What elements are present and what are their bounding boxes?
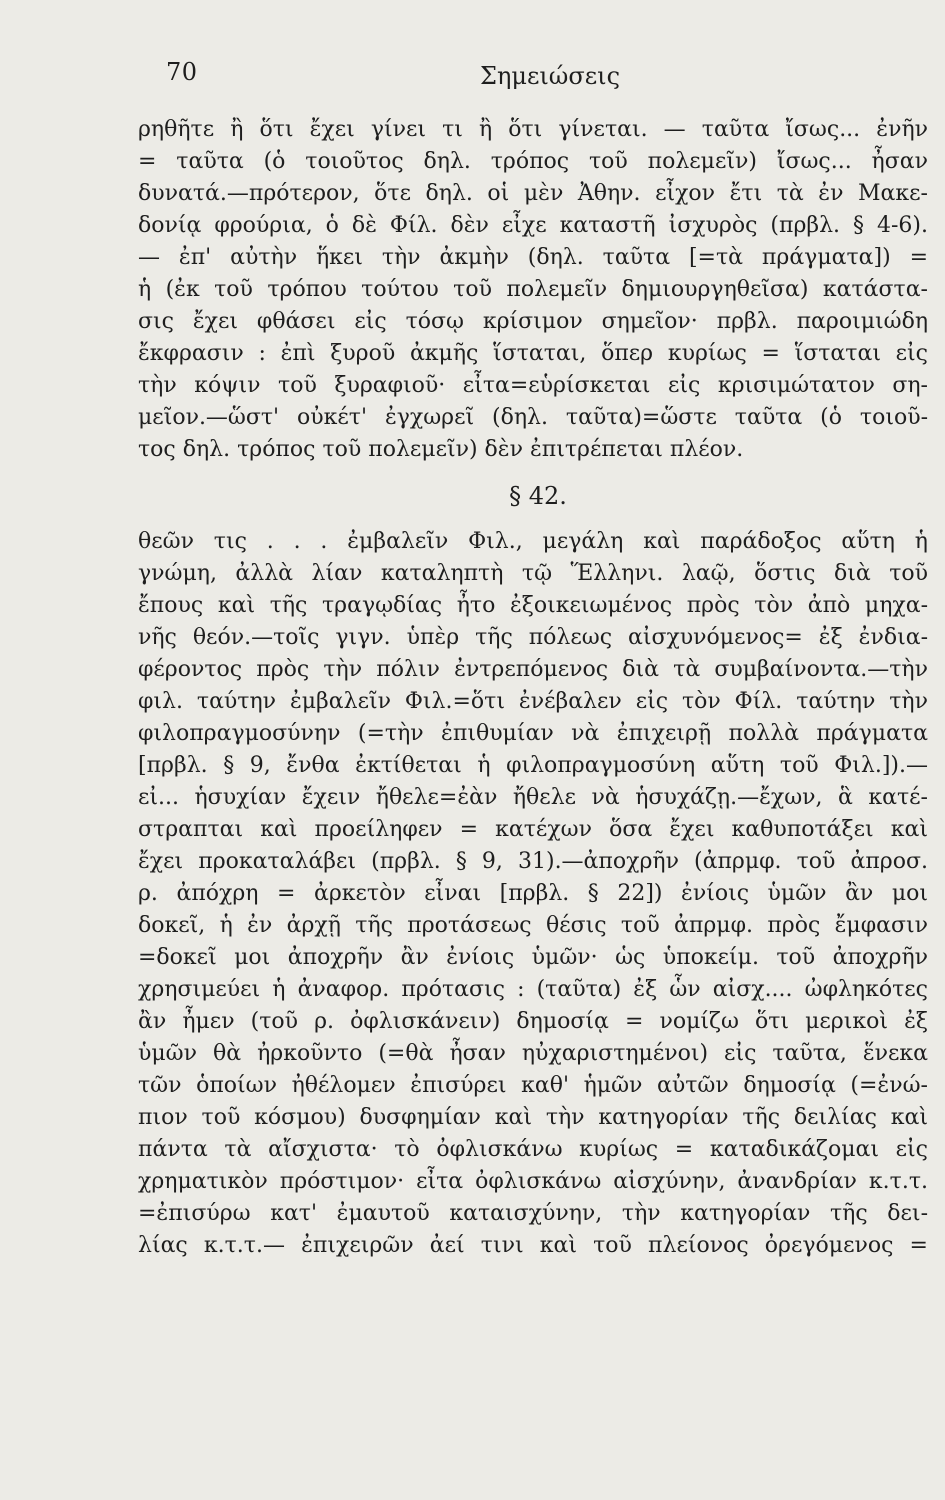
text-line: δυνατά.—πρότερον, ὅτε δηλ. οἱ μὲν Ἀθην. εἶχον ἔτι τὰ ἐν Μακε- bbox=[138, 181, 928, 206]
text-line: = ταῦτα (ὁ τοιοῦτος δηλ. τρόπος τοῦ πολεμεῖν) ἴσως... ἦσαν bbox=[138, 149, 928, 174]
section-heading: § 42. bbox=[509, 482, 567, 510]
running-title: Σημειώσεις bbox=[480, 62, 621, 90]
text-line: ἔπους καὶ τῆς τραγῳδίας ἦτο ἐξοικειωμένος πρὸς τὸν ἀπὸ μηχα- bbox=[138, 593, 928, 618]
text-line: πιον τοῦ κόσμου) δυσφημίαν καὶ τὴν κατηγορίαν τῆς δειλίας καὶ bbox=[138, 1105, 928, 1130]
text-line: ἔχει προκαταλάβει (πρβλ. § 9, 31).—ἀποχρῆν (ἀπρμφ. τοῦ ἀπροσ. bbox=[138, 849, 928, 874]
paragraph-section-42 bbox=[138, 526, 928, 1262]
text-line: ὑμῶν θὰ ἠρκοῦντο (=θὰ ἦσαν ηὐχαριστημένοι) εἰς ταῦτα, ἕνεκα bbox=[138, 1041, 928, 1066]
text-line: ἂν ἦμεν (τοῦ ρ. ὀφλισκάνειν) δημοσίᾳ = νομίζω ὅτι μερικοὶ ἐξ bbox=[138, 1009, 928, 1034]
text-line: γνώμη, ἀλλὰ λίαν καταληπτὴ τῷ Ἕλληνι. λαῷ, ὅστις διὰ τοῦ bbox=[138, 561, 928, 586]
text-line: [πρβλ. § 9, ἔνθα ἐκτίθεται ἡ φιλοπραγμοσύνη αὕτη τοῦ Φιλ.]).— bbox=[138, 753, 928, 778]
notes-body bbox=[138, 114, 928, 1262]
text-line: φέροντος πρὸς τὴν πόλιν ἐντρεπόμενος διὰ τὰ συμβαίνοντα.—τὴν bbox=[138, 657, 928, 682]
text-line: χρησιμεύει ἡ ἀναφορ. πρότασις : (ταῦτα) ἐξ ὧν αἰσχ.... ὠφληκότες bbox=[138, 977, 928, 1002]
text-line: θεῶν τις . . . ἐμβαλεῖν Φιλ., μεγάλη καὶ παράδοξος αὕτη ἡ bbox=[138, 529, 928, 554]
text-line: μεῖον.—ὥστ' οὐκέτ' ἐγχωρεῖ (δηλ. ταῦτα)=ὥστε ταῦτα (ὁ τοιοῦ- bbox=[138, 405, 928, 430]
text-line: — ἐπ' αὐτὴν ἥκει τὴν ἀκμὴν (δηλ. ταῦτα [=τὰ πράγματα]) = bbox=[138, 245, 928, 270]
text-line: πάντα τὰ αἴσχιστα· τὸ ὀφλισκάνω κυρίως = καταδικάζομαι εἰς bbox=[138, 1137, 928, 1162]
text-line: χρηματικὸν πρόστιμον· εἶτα ὀφλισκάνω αἰσχύνην, ἀνανδρίαν κ.τ.τ. bbox=[138, 1169, 928, 1194]
text-line: τὴν κόψιν τοῦ ξυραφιοῦ· εἶτα=εὑρίσκεται εἰς κρισιμώτατον ση- bbox=[138, 373, 928, 398]
text-line: εἰ... ἡσυχίαν ἔχειν ἤθελε=ἐὰν ἤθελε νὰ ἡσυχάζῃ.—ἔχων, ἃ κατέ- bbox=[138, 785, 928, 810]
page-number: 70 bbox=[166, 58, 198, 86]
text-line: νῆς θεόν.—τοῖς γιγν. ὑπὲρ τῆς πόλεως αἰσχυνόμενος= ἐξ ἐνδια- bbox=[138, 625, 928, 650]
text-line: ρ. ἀπόχρη = ἀρκετὸν εἶναι [πρβλ. § 22]) ἐνίοις ὑμῶν ἂν μοι bbox=[138, 881, 928, 906]
text-line: ἡ (ἐκ τοῦ τρόπου τούτου τοῦ πολεμεῖν δημιουργηθεῖσα) κατάστα- bbox=[138, 277, 928, 302]
page-header bbox=[166, 58, 926, 98]
text-line: φιλ. ταύτην ἐμβαλεῖν Φιλ.=ὅτι ἐνέβαλεν εἰς τὸν Φίλ. ταύτην τὴν bbox=[138, 689, 928, 714]
text-line: τῶν ὁποίων ἠθέλομεν ἐπισύρει καθ' ἡμῶν αὐτῶν δημοσίᾳ (=ἐνώ- bbox=[138, 1073, 928, 1098]
text-line: τος δηλ. τρόπος τοῦ πολεμεῖν) δὲν ἐπιτρέπεται πλέον. bbox=[138, 437, 744, 462]
text-line: ἔκφρασιν : ἐπὶ ξυροῦ ἀκμῆς ἵσταται, ὅπερ κυρίως = ἵσταται εἰς bbox=[138, 341, 928, 366]
text-line: σις ἔχει φθάσει εἰς τόσῳ κρίσιμον σημεῖον· πρβλ. παροιμιώδη bbox=[138, 309, 928, 334]
text-line: φιλοπραγμοσύνην (=τὴν ἐπιθυμίαν νὰ ἐπιχειρῇ πολλὰ πράγματα bbox=[138, 721, 928, 746]
text-line: δοκεῖ, ἡ ἐν ἀρχῇ τῆς προτάσεως θέσις τοῦ ἀπρμφ. πρὸς ἔμφασιν bbox=[138, 913, 928, 938]
text-line: ρηθῆτε ἢ ὅτι ἔχει γίνει τι ἢ ὅτι γίνεται. — ταῦτα ἴσως... ἐνῆν bbox=[138, 117, 928, 142]
paragraph-section-41 bbox=[138, 114, 928, 466]
text-line: =ἐπισύρω κατ' ἐμαυτοῦ καταισχύνην, τὴν κατηγορίαν τῆς δει- bbox=[138, 1201, 928, 1226]
text-line: =δοκεῖ μοι ἀποχρῆν ἂν ἐνίοις ὑμῶν· ὡς ὑποκείμ. τοῦ ἀποχρῆν bbox=[138, 945, 928, 970]
text-line: δονίᾳ φρούρια, ὁ δὲ Φίλ. δὲν εἶχε καταστῆ ἰσχυρὸς (πρβλ. § 4-6). bbox=[138, 213, 928, 238]
text-line: στραπται καὶ προείληφεν = κατέχων ὅσα ἔχει καθυποτάξει καὶ bbox=[138, 817, 928, 842]
text-line: λίας κ.τ.τ.— ἐπιχειρῶν ἀεί τινι καὶ τοῦ πλείονος ὀρεγόμενος = bbox=[138, 1233, 928, 1258]
